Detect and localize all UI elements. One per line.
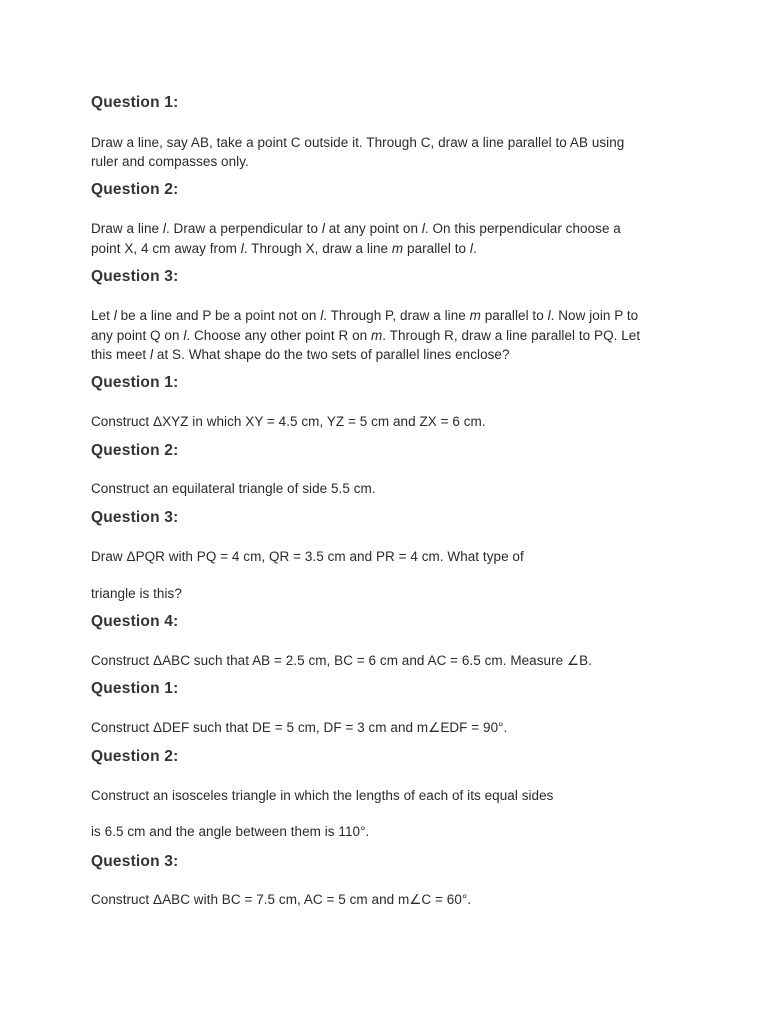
question-text-line: Draw ΔPQR with PQ = 4 cm, QR = 3.5 cm and PR = 4 cm. What type of [91,549,524,564]
question-text-line: Construct ΔABC with BC = 7.5 cm, AC = 5 cm and m∠C = 60°. [91,892,472,907]
question-text-line: Construct an equilateral triangle of side 5.5 cm. [91,481,376,496]
text-run: parallel to [480,308,548,323]
question-text-line: Construct ΔABC such that AB = 2.5 cm, BC = 6 cm and AC = 6.5 cm. Measure ∠B. [91,653,593,668]
question-text-line: Construct an isosceles triangle in which the lengths of each of its equal sides [91,788,554,803]
question-text-line: Construct ΔDEF such that DE = 5 cm, DF = 3 cm and m∠EDF = 90°. [91,720,508,735]
text-run: . Through X, draw a line [243,241,392,256]
text-run: . Through R, draw a line parallel to PQ. Let [382,328,641,343]
text-run: . Choose any other point R on [186,328,371,343]
question-heading: Question 1: [91,94,179,111]
question-heading: Question 2: [91,442,179,459]
text-run: Draw a line [91,221,163,236]
text-run: at any point on [324,221,422,236]
question-text-line [91,328,640,343]
text-run: . On this perpendicular choose a [424,221,621,236]
text-run: at S. What shape do the two sets of parallel lines enclose? [153,347,510,362]
question-heading: Question 2: [91,181,179,198]
question-heading: Question 1: [91,374,179,391]
question-heading: Question 1: [91,680,179,697]
question-text-line: triangle is this? [91,586,182,601]
italic-symbol: l [113,308,117,323]
text-run: parallel to [403,241,470,256]
text-run: . Through P, draw a line [323,308,470,323]
question-heading: Question 3: [91,509,179,526]
text-run: Let [91,308,114,323]
text-run: point X, 4 cm away from [91,241,241,256]
question-heading: Question 4: [91,613,179,630]
italic-symbol: m [391,241,404,256]
question-text-line: ruler and compasses only. [91,154,249,169]
question-text-line [91,241,477,256]
text-run: any point Q on [91,328,184,343]
question-text-line [91,221,621,236]
text-run: this meet [91,347,151,362]
question-heading: Question 2: [91,748,179,765]
text-run: . [472,241,477,256]
question-text-line: is 6.5 cm and the angle between them is 110°. [91,824,370,839]
question-text-line: Construct ΔXYZ in which XY = 4.5 cm, YZ = 5 cm and ZX = 6 cm. [91,414,486,429]
italic-symbol: l [321,221,325,236]
italic-symbol: l [240,241,244,256]
text-run: . Now join P to [550,308,639,323]
question-text-line [91,347,510,362]
italic-symbol: l [320,308,324,323]
italic-symbol: m [469,308,481,323]
italic-symbol: l [421,221,425,236]
question-heading: Question 3: [91,268,179,285]
question-heading: Question 3: [91,853,179,870]
text-run: . Draw a perpendicular to [165,221,322,236]
italic-symbol: l [547,308,551,323]
italic-symbol: l [150,347,154,362]
question-text-line: Draw a line, say AB, take a point C outside it. Through C, draw a line parallel to AB using [91,135,625,150]
italic-symbol: l [183,328,187,343]
italic-symbol: l [162,221,166,236]
question-text-line [91,308,638,323]
text-run: be a line and P be a point not on [116,308,321,323]
italic-symbol: l [469,241,473,256]
italic-symbol: m [371,328,383,343]
